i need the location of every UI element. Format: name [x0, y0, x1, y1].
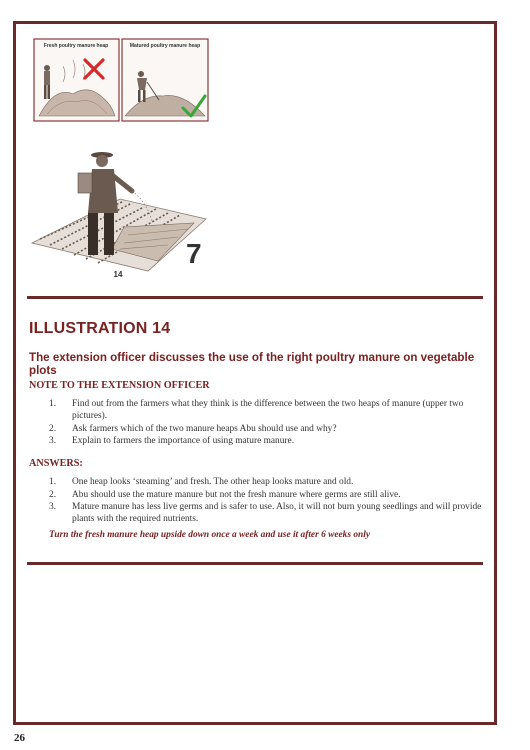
list-item: 3. Explain to farmers the importance of using mature manure. [49, 436, 295, 446]
list-item: 2. Abu should use the mature manure but not the fresh manure where germs are still alive. [49, 489, 401, 500]
closing-note: Turn the fresh manure heap upside down once a week and use it after 6 weeks only [49, 530, 371, 540]
matured-heap-caption: Matured poultry manure heap [129, 43, 201, 49]
illustration-number: 14 [113, 270, 123, 279]
note-section-label: NOTE TO THE EXTENSION OFFICER [29, 380, 210, 391]
section-divider-bottom [27, 562, 483, 565]
list-item: 1. One heap looks ‘steaming’ and fresh. The other heap looks mature and old. [49, 477, 354, 487]
illustration-subtitle: The extension officer discusses the use of the right poultry manure on vegetable plots [29, 351, 475, 377]
list-item: 2. Ask farmers which of the two manure heaps Abu should use and why? [49, 423, 337, 434]
answers-list [29, 476, 484, 526]
fresh-heap-caption: Fresh poultry manure heap [43, 43, 109, 49]
list-item: 1. Find out from the farmers what they think is the difference between the two heaps of manure (upper two pictures). [49, 399, 464, 421]
answers-section-label: ANSWERS: [29, 458, 83, 469]
section-divider-top [27, 296, 483, 299]
list-item: 3. Mature manure has less live germs and is safer to use. Also, it will not burn young seedlings and will provide plants with the required nutrients. [49, 502, 482, 524]
manure-heap-comparison-illustration [33, 38, 209, 122]
illustration-heading: ILLUSTRATION 14 [29, 320, 171, 337]
corner-number-mark: 7 [186, 238, 202, 269]
farmer-spreading-manure-illustration [28, 139, 210, 283]
note-list [29, 398, 484, 448]
page-number: 26 [14, 732, 25, 744]
